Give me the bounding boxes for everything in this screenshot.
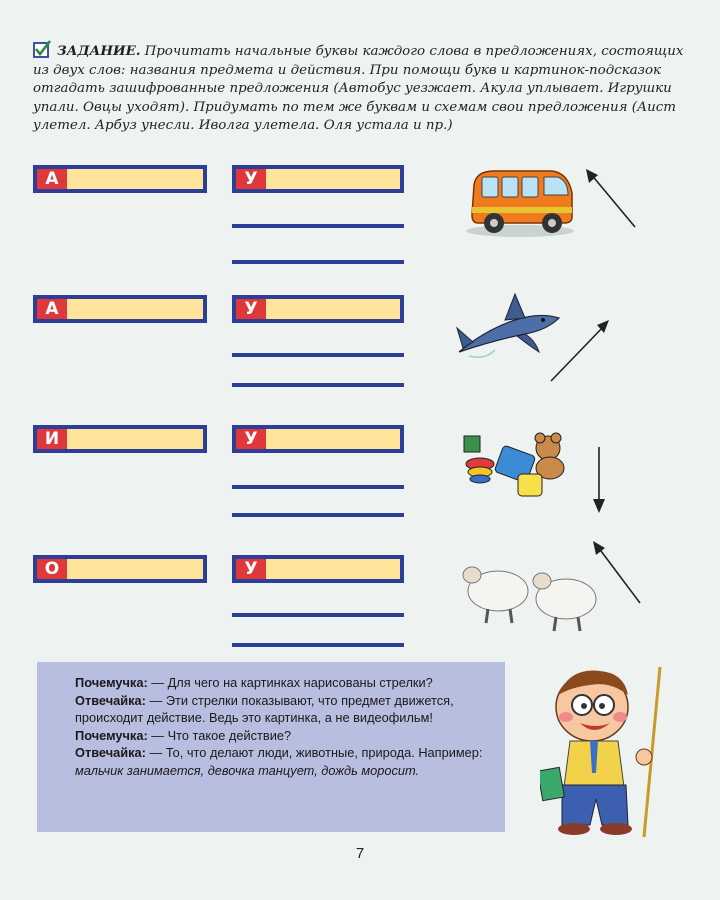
word1-letter: И [37,429,67,449]
exercise-row [0,425,720,535]
answer-line [232,485,404,489]
toys-picture [458,430,578,500]
arrow-up-right-icon [545,315,615,385]
speaker-otvechayka: Отвечайка: [75,745,146,760]
dialogue-line [75,692,491,727]
dialogue-box [37,662,505,832]
answer-line [232,224,404,228]
word2-box[interactable] [232,165,404,193]
dialogue-example: мальчик занимается, девочка танцует, дождь моросит. [75,762,420,778]
dialogue-line [75,744,491,779]
word1-letter: О [37,559,67,579]
arrow-down-icon [585,445,615,515]
answer-line [232,513,404,517]
word1-box[interactable] [33,165,207,193]
exercise-row [0,295,720,405]
arrow-up-left-icon [588,537,648,607]
dialogue-line [75,674,491,692]
word1-box[interactable] [33,555,207,583]
task-title: ЗАДАНИЕ. [57,43,141,59]
answer-line [232,260,404,264]
word1-box[interactable] [33,295,207,323]
word2-box[interactable] [232,555,404,583]
answer-line [232,353,404,357]
arrow-up-left-icon [580,165,640,235]
word1-box[interactable] [33,425,207,453]
task-instructions [33,40,685,136]
exercise-row [0,555,720,665]
dialogue-text: — Для чего на картинках нарисованы стрелки? [151,675,433,690]
speaker-pochemuchka: Почемучка: [75,675,148,690]
boy-picture [540,665,670,840]
checkbox-icon [33,40,51,58]
word2-letter: У [236,559,266,579]
dialogue-line [75,727,491,745]
dialogue-text: — То, что делают люди, животные, природа. Например: [149,745,483,760]
word2-letter: У [236,299,266,319]
sheep-picture [458,555,603,635]
word1-letter: А [37,299,67,319]
word2-letter: У [236,429,266,449]
word2-box[interactable] [232,295,404,323]
word2-letter: У [236,169,266,189]
answer-line [232,613,404,617]
dialogue-text: — Что такое действие? [151,727,292,743]
exercise-row [0,165,720,275]
answer-line [232,383,404,387]
task-text: Прочитать начальные буквы каждого слова в предложениях, состоящих из двух слов: названия предмета и действия. При помощи букв и картинок-подсказок отгадать зашифрованные предложения (Автобус уезжает. Акула уплывает. Игрушки упали. Овцы уходят). Придумать по тем же буквам и схемам свои предложения (Аист улетел. Арбуз унесли. Иволга улетела. Оля устала и пр.) [33,44,684,133]
speaker-otvechayka: Отвечайка: [75,692,146,708]
word1-letter: А [37,169,67,189]
answer-line [232,643,404,647]
speaker-pochemuchka: Почемучка: [75,727,148,743]
bus-picture [460,165,580,245]
dialogue-text: — Эти стрелки показывают, что предмет движется, происходит действие. Ведь это картинка, а не видеофильм! [75,692,454,725]
page-number: 7 [355,845,365,862]
word2-box[interactable] [232,425,404,453]
